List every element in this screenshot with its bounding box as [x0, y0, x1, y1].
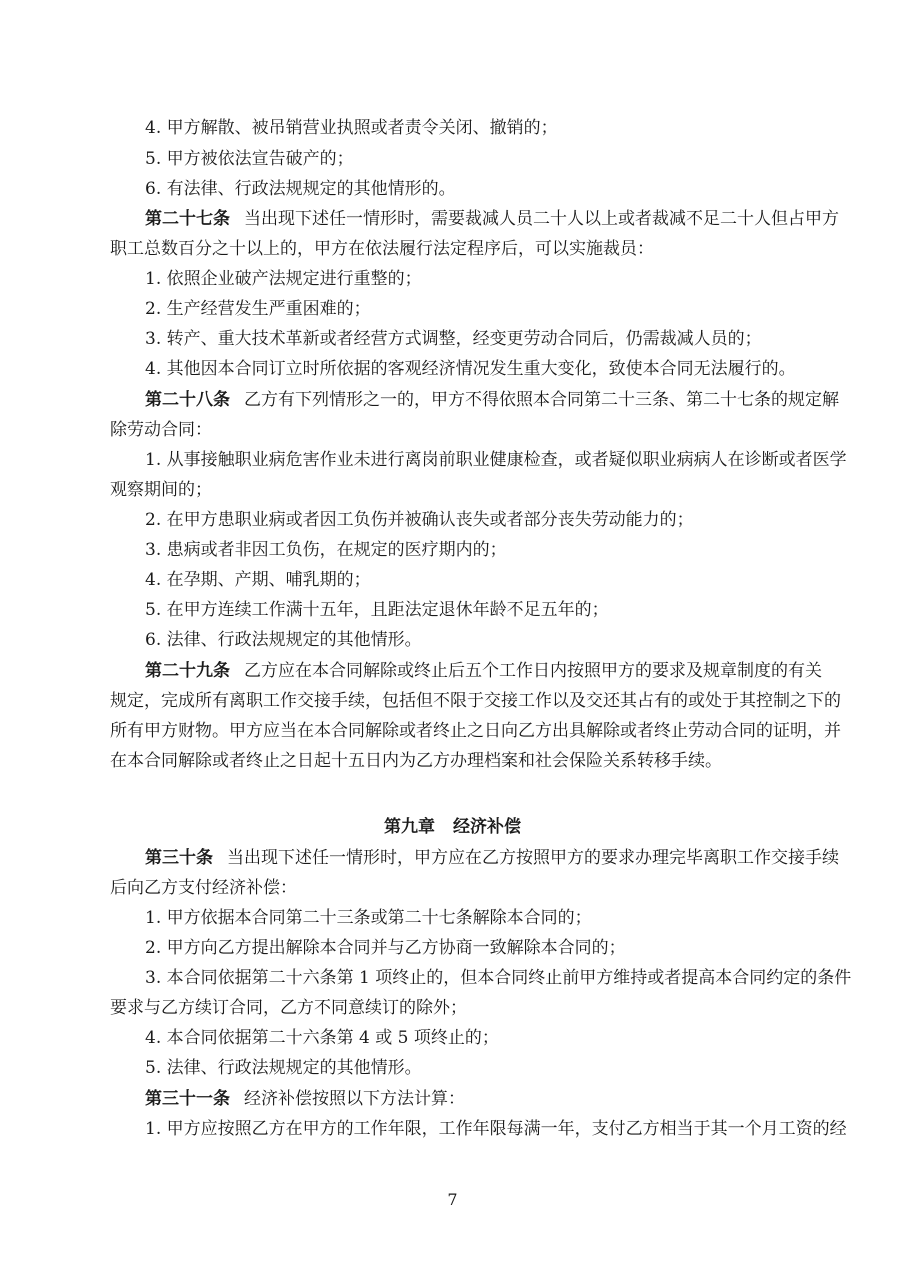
- article-text: 当出现下述任一情形时，需要裁减人员二十人以上或者裁减不足二十人但占甲方: [244, 209, 839, 229]
- article-title: 第二十七条: [145, 209, 230, 229]
- article-text: 乙方应在本合同解除或终止后五个工作日内按照甲方的要求及规章制度的有关: [244, 661, 822, 681]
- article-title: 第二十八条: [145, 390, 230, 410]
- list-item: 1. 甲方依据本合同第二十三条或第二十七条解除本合同的；: [145, 908, 592, 928]
- paragraph-line: 规定，完成所有离职工作交接手续，包括但不限于交接工作以及交还其占有的或处于其控制之下的: [110, 691, 841, 711]
- article-28: [145, 388, 839, 412]
- list-item: 1. 依照企业破产法规定进行重整的；: [145, 269, 422, 289]
- chapter-title: 经济补偿: [453, 817, 521, 837]
- list-item: 3. 本合同依据第二十六条第 1 项终止的，但本合同终止前甲方维持或者提高本合同约定的条件: [145, 968, 852, 988]
- list-item: 1. 从事接触职业病危害作业未进行离岗前职业健康检查，或者疑似职业病病人在诊断或者医学: [145, 450, 847, 470]
- paragraph-line: 观察期间的；: [110, 480, 212, 500]
- list-item: 6. 有法律、行政法规规定的其他情形的。: [145, 179, 456, 199]
- list-item: 4. 其他因本合同订立时所依据的客观经济情况发生重大变化，致使本合同无法履行的。: [145, 359, 796, 379]
- list-item: 3. 转产、重大技术革新或者经营方式调整，经变更劳动合同后，仍需裁减人员的；: [145, 329, 762, 349]
- list-item: 2. 生产经营发生严重困难的；: [145, 299, 371, 319]
- article-title: 第三十条: [145, 848, 213, 868]
- article-27: [145, 207, 839, 231]
- article-31: [145, 1087, 800, 1111]
- paragraph-line: 职工总数百分之十以上的，甲方在依法履行法定程序后，可以实施裁员：: [110, 239, 654, 259]
- list-item: 4. 甲方解散、被吊销营业执照或者责令关闭、撤销的；: [145, 118, 558, 138]
- list-item: 4. 本合同依据第二十六条第 4 或 5 项终止的；: [145, 1028, 499, 1048]
- article-title: 第三十一条: [145, 1089, 230, 1109]
- list-item: 2. 在甲方患职业病或者因工负伤并被确认丧失或者部分丧失劳动能力的；: [145, 510, 694, 530]
- article-text: 当出现下述任一情形时，甲方应在乙方按照甲方的要求办理完毕离职工作交接手续: [227, 848, 839, 868]
- article-title: 第二十九条: [145, 661, 230, 681]
- article-text: 乙方有下列情形之一的，甲方不得依照本合同第二十三条、第二十七条的规定解: [244, 390, 839, 410]
- paragraph-line: 除劳动合同：: [110, 420, 212, 440]
- paragraph-line: 要求与乙方续订合同，乙方不同意续订的除外；: [110, 998, 467, 1018]
- chapter-heading: [0, 815, 905, 839]
- list-item: 5. 在甲方连续工作满十五年，且距法定退休年龄不足五年的；: [145, 600, 609, 620]
- list-item: 5. 法律、行政法规规定的其他情形。: [145, 1058, 422, 1078]
- list-item: 6. 法律、行政法规规定的其他情形。: [145, 630, 422, 650]
- list-item: 5. 甲方被依法宣告破产的；: [145, 149, 354, 169]
- article-text: 经济补偿按照以下方法计算：: [244, 1089, 465, 1109]
- list-item: 2. 甲方向乙方提出解除本合同并与乙方协商一致解除本合同的；: [145, 938, 626, 958]
- paragraph-line: 所有甲方财物。甲方应当在本合同解除或者终止之日向乙方出具解除或者终止劳动合同的证明，并: [110, 721, 841, 741]
- chapter-number: 第九章: [384, 817, 435, 837]
- paragraph-line: 后向乙方支付经济补偿：: [110, 878, 297, 898]
- article-29: [145, 659, 822, 683]
- paragraph-line: 在本合同解除或者终止之日起十五日内为乙方办理档案和社会保险关系转移手续。: [110, 751, 722, 771]
- list-item: 4. 在孕期、产期、哺乳期的；: [145, 570, 371, 590]
- page-number: 7: [447, 1190, 458, 1209]
- list-item: 1. 甲方应按照乙方在甲方的工作年限，工作年限每满一年，支付乙方相当于其一个月工资的经: [145, 1119, 847, 1139]
- article-30: [145, 846, 839, 870]
- list-item: 3. 患病或者非因工负伤，在规定的医疗期内的；: [145, 540, 507, 560]
